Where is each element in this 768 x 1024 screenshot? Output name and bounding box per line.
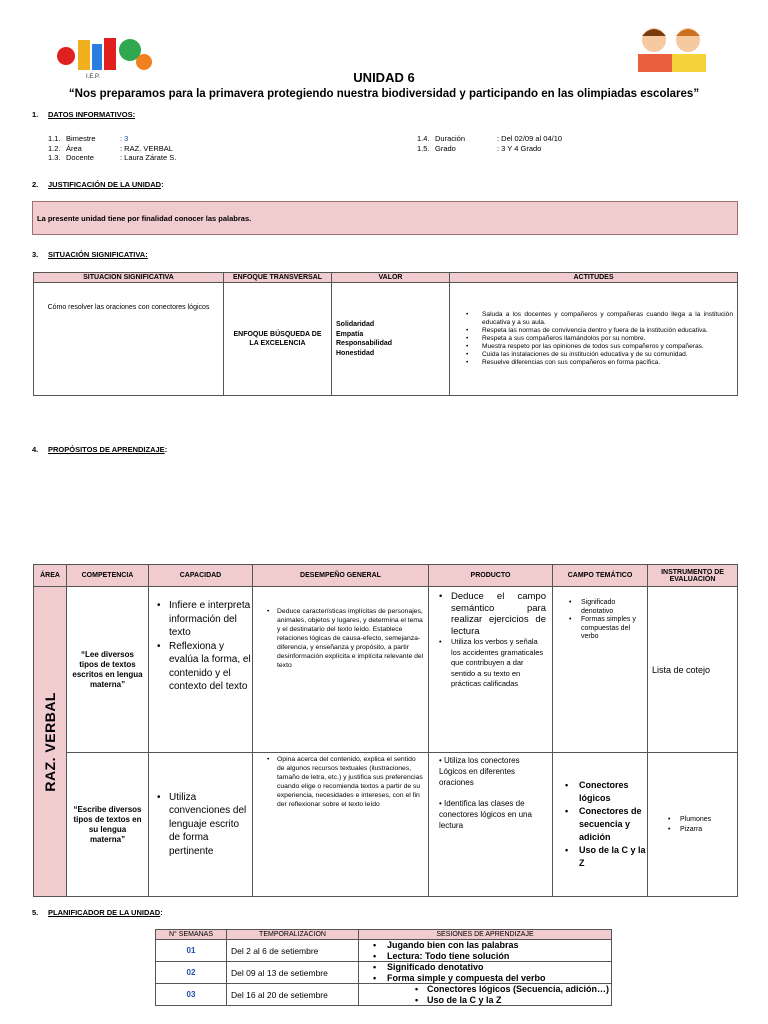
actitud-item: • Resuelve diferencias con sus compañeros en forma pacífica. xyxy=(450,359,737,367)
week-number: 02 xyxy=(156,962,227,984)
area-cell xyxy=(34,587,67,897)
tema-item: • Conectores lógicos xyxy=(553,779,647,805)
campo-tematico-2 xyxy=(553,753,648,897)
competencia-1: “Lee diversos tipos de textos escritos en lengua materna” xyxy=(67,587,149,753)
th-producto: PRODUCTO xyxy=(429,565,553,587)
datos-left: 1.1. Bimestre : 3 1.2. Área : RAZ. VERBAL 1.3. Docente : Laura Zárate S. xyxy=(48,134,177,162)
situacion-text: Cómo resolver las oraciones con conectores lógicos xyxy=(34,283,224,396)
week-dates: Del 2 al 6 de setiembre xyxy=(227,940,359,962)
session-item: • Forma simple y compuesta del verbo xyxy=(359,973,611,984)
week-number: 01 xyxy=(156,940,227,962)
enfoque-text: ENFOQUE BÚSQUEDA DE LA EXCELENCIA xyxy=(224,283,332,396)
area-label: RAZ. VERBAL xyxy=(42,691,58,792)
th-semanas: N° SEMANAS xyxy=(156,930,227,940)
instrumento-1: Lista de cotejo xyxy=(648,587,738,753)
th-temporalizacion: TEMPORALIZACION xyxy=(227,930,359,940)
competencia-2: “Escribe diversos tipos de textos en su lengua materna” xyxy=(67,753,149,897)
sessions-cell xyxy=(359,940,612,962)
actitud-item: • Respeta a sus compañeros llamándolos por su nombre. xyxy=(450,335,737,343)
session-item: • Jugando bien con las palabras xyxy=(359,940,611,951)
tema-item: • Conectores de secuencia y adición xyxy=(553,805,647,844)
producto-item: • Deduce el campo semántico para realizar ejercicios de lectura xyxy=(429,591,552,637)
week-dates: Del 16 al 20 de setiembre xyxy=(227,984,359,1006)
planificador-table xyxy=(155,929,612,1006)
actitud-item: • Respeta las normas de convivencia dentro y fuera de la institución educativa. xyxy=(450,327,737,335)
section-2-heading: 2. JUSTIFICACIÓN DE LA UNIDAD: xyxy=(32,180,164,189)
tema-item: • Significado denotativo xyxy=(553,599,647,616)
actitud-item: • Cuida las instalaciones de su institución educativa y de su comunidad. xyxy=(450,351,737,359)
instrumento-item: • Plumones xyxy=(648,815,737,825)
capacidad-item: • Utiliza convenciones del lenguaje escrito de forma pertinente xyxy=(149,791,252,859)
capacidad-item: • Reflexiona y evalúa la forma, el contenido y el contexto del texto xyxy=(149,640,252,694)
producto-1 xyxy=(429,587,553,753)
desempeno-2 xyxy=(253,753,429,897)
session-item: • Lectura: Todo tiene solución xyxy=(359,951,611,962)
tema-item: • Uso de la C y la Z xyxy=(553,844,647,870)
unit-title: UNIDAD 6 xyxy=(353,70,415,85)
th-capacidad: CAPACIDAD xyxy=(149,565,253,587)
sessions-cell xyxy=(359,984,612,1006)
actitud-item: • Muestra respeto por las opiniones de todos sus compañeros y compañeras. xyxy=(450,343,737,351)
desempeno-item: • Opina acerca del contenido, explica el sentido de algunos recursos textuales (ilustraciones, tamaño de letra, etc.) y justifica sus preferencias cuando elige o recomienda textos a partir de su experiencia, necesidades e intereses, con el fin der reflexionar sobre el texto leído xyxy=(253,755,428,809)
th-enfoque: ENFOQUE TRANSVERSAL xyxy=(224,273,332,283)
th-valor: VALOR xyxy=(332,273,450,283)
valor-item: Solidaridad xyxy=(336,321,375,328)
section-3-heading: 3. SITUACIÓN SIGNIFICATIVA: xyxy=(32,250,148,259)
valor-item: Honestidad xyxy=(336,349,375,357)
week-number: 03 xyxy=(156,984,227,1006)
datos-right: 1.4. Duración : Del 02/09 al 04/10 1.5. Grado : 3 Y 4 Grado xyxy=(417,134,563,153)
table-row xyxy=(156,940,612,962)
capacidad-2 xyxy=(149,753,253,897)
valor-item: Responsabilidad xyxy=(336,340,393,347)
producto-item: • Utiliza los conectores Lógicos en diferentes oraciones xyxy=(439,756,520,787)
section-5-heading: 5. PLANIFICADOR DE LA UNIDAD: xyxy=(32,908,163,917)
valor-item: Empatía xyxy=(336,330,364,338)
svg-text:I.E.P.: I.E.P. xyxy=(86,74,100,80)
th-desempeno: DESEMPEÑO GENERAL xyxy=(253,565,429,587)
session-item: • Conectores lógicos (Secuencia, adición…) xyxy=(359,984,611,995)
propositos-table xyxy=(33,564,738,897)
th-campo-tematico: CAMPO TEMÁTICO xyxy=(553,565,648,587)
table-row xyxy=(156,984,612,1006)
capacidad-1 xyxy=(149,587,253,753)
producto-item: • Utiliza los verbos y señala los accidentes gramaticales que contribuyen a dar sentido a su texto en prácticas calificadas xyxy=(429,637,552,690)
section-4-heading: 4. PROPÓSITOS DE APRENDIZAJE: xyxy=(32,445,168,454)
section-1-heading: 1. DATOS INFORMATIVOS: xyxy=(32,110,136,119)
th-sesiones: SESIONES DE APRENDIZAJE xyxy=(359,930,612,940)
valores-cell xyxy=(332,283,450,396)
situacion-table xyxy=(33,272,738,396)
instrumento-2 xyxy=(648,753,738,897)
table-row xyxy=(156,962,612,984)
campo-tematico-1 xyxy=(553,587,648,753)
capacidad-item: • Infiere e interpreta información del texto xyxy=(149,599,252,640)
sessions-cell xyxy=(359,962,612,984)
th-area: ÁREA xyxy=(34,565,67,587)
desempeno-item: • Deduce características implícitas de personajes, animales, objetos y lugares, y determina el tema y el destinatario del texto leído. Establece relaciones lógicas de causa-efecto, semejanza-diferencia, y enseñanza y propósito, a partir desinformación explícita e implícita relevante del texto xyxy=(253,607,428,670)
th-competencia: COMPETENCIA xyxy=(67,565,149,587)
desempeno-1 xyxy=(253,587,429,753)
session-item: • Significado denotativo xyxy=(359,962,611,973)
th-situacion: SITUACION SIGNIFICATIVA xyxy=(34,273,224,283)
week-dates: Del 09 al 13 de setiembre xyxy=(227,962,359,984)
producto-item: • Identifica las clases de conectores lógicos en una lectura xyxy=(439,799,532,830)
th-instrumento: INSTRUMENTO DE EVALUACIÓN xyxy=(648,565,738,587)
actitudes-cell xyxy=(450,283,738,396)
producto-2 xyxy=(429,753,553,897)
session-item: • Uso de la C y la Z xyxy=(359,995,611,1006)
justificacion-box: La presente unidad tiene por finalidad conocer las palabras. xyxy=(32,201,738,235)
unit-subtitle: “Nos preparamos para la primavera protegiendo nuestra biodiversidad y participando en las olimpiadas escolares” xyxy=(68,88,700,100)
instrumento-item: • Pizarra xyxy=(648,825,737,835)
th-actitudes: ACTITUDES xyxy=(450,273,738,283)
kids-reading-illustration xyxy=(632,24,712,74)
tema-item: • Formas simples y compuestas del verbo xyxy=(553,616,647,642)
actitud-item: • Saluda a los docentes y compañeros y compañeras cuando llega a la institución educativa y a su aula. xyxy=(450,311,737,327)
